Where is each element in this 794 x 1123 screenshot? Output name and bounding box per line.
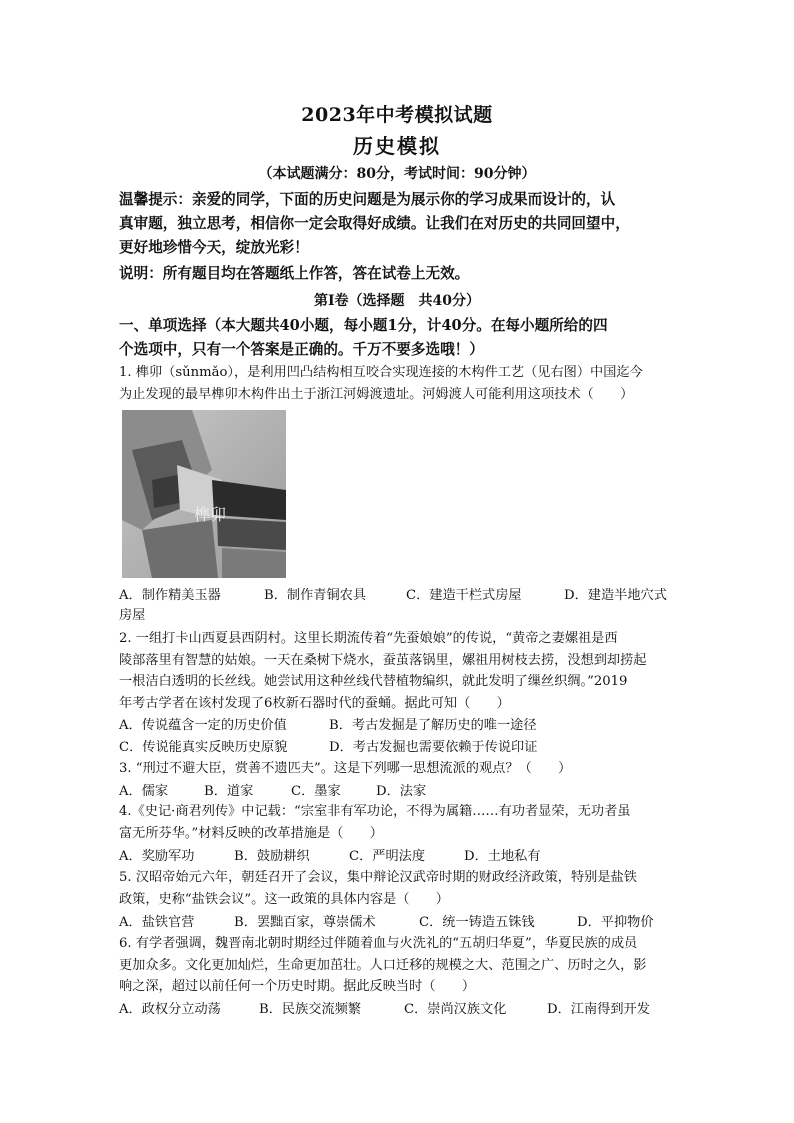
option-c[interactable]: C．传说能真实反映历史原貌	[119, 740, 288, 755]
option-c[interactable]: C．严明法度	[349, 849, 426, 864]
tip-line-1: 温馨提示：亲爱的同学，下面的历史问题是为展示你的学习成果而设计的，认	[119, 191, 616, 208]
question-3	[119, 758, 679, 780]
question-1-options	[119, 584, 719, 606]
option-d[interactable]: D．建造半地穴式	[564, 588, 667, 603]
question-line: 一根洁白透明的长丝线。她尝试用这种丝线代替植物编织，就此发明了缫丝织绸。”2019	[119, 674, 628, 689]
section-instruction-2: 个选项中，只有一个答案是正确的。千万不要多选哦！）	[119, 341, 484, 358]
tip-line-3: 更好地珍惜今天，绽放光彩！	[119, 239, 309, 256]
tip-line-2: 真审题，独立思考，相信你一定会取得好成绩。让我们在对历史的共同回望中，	[119, 215, 630, 232]
question-6-options	[119, 998, 719, 1020]
question-2	[119, 628, 679, 714]
question-5	[119, 867, 679, 910]
option-d[interactable]: D．考古发掘也需要依赖于传说印证	[329, 740, 538, 755]
question-line: 为止发现的最早榫卯木构件出土于浙江河姆渡遗址。河姆渡人可能利用这项技术（ ）	[119, 386, 634, 402]
question-line: 1. 榫卯（sǔnmǎo），是利用凹凸结构相互咬合实现连接的木构件工艺（见右图）中国迄今	[119, 365, 643, 380]
option-a[interactable]: A．传说蕴含一定的历史价值	[119, 718, 287, 733]
question-line: 政策，史称“盐铁会议”。这一政策的具体内容是（ ）	[119, 891, 449, 907]
option-d[interactable]: D．平抑物价	[577, 915, 654, 930]
option-d[interactable]: D．法家	[376, 784, 427, 799]
option-d[interactable]: D．土地私有	[464, 849, 541, 864]
option-b[interactable]: B．道家	[204, 784, 254, 799]
exam-title: 2023年中考模拟试题	[301, 104, 493, 126]
question-line: 响之深，超过以前任何一个历史时期。据此反映当时（ ）	[119, 979, 476, 994]
figure-label: 榫卯	[194, 505, 227, 524]
option-b[interactable]: B．鼓励耕织	[234, 849, 310, 864]
question-1	[119, 362, 679, 405]
question-4	[119, 801, 679, 844]
question-line: 6. 有学者强调，魏晋南北朝时期经过伴随着血与火洗礼的“五胡归华夏”，华夏民族的成员	[119, 936, 638, 951]
option-a[interactable]: A．奖励军功	[119, 849, 195, 864]
option-a[interactable]: A．制作精美玉器	[119, 588, 221, 603]
option-d[interactable]: D．江南得到开发	[547, 1002, 650, 1017]
question-line: 2. 一组打卡山西夏县西阴村。这里长期流传着“先蚕娘娘”的传说，“黄帝之妻嫘祖是西	[119, 631, 618, 646]
option-d-continued: 房屋	[119, 608, 146, 623]
exam-note: 说明：所有题目均在答题纸上作答，答在试卷上无效。	[119, 265, 470, 282]
option-c[interactable]: C．崇尚汉族文化	[404, 1002, 507, 1017]
question-line: 陵部落里有智慧的姑娘。一天在桑树下烧水，蚕茧落锅里，嫘祖用树枝去捞，没想到却捞起	[119, 652, 647, 668]
option-b[interactable]: B．制作青铜农具	[264, 588, 367, 603]
question-line: 5. 汉昭帝始元六年，朝廷召开了会议，集中辩论汉武帝时期的财政经济政策，特别是盐铁	[119, 870, 637, 885]
question-line: 4.《史记·商君列传》中记载：“宗室非有军功论，不得为属籍……有功者显荣，无功者虽	[119, 804, 631, 819]
question-line: 年考古学者在该村发现了6枚新石器时代的蚕蛹。据此可知（ ）	[119, 695, 510, 711]
exam-meta: （本试题满分：80分，考试时间：90分钟）	[258, 166, 536, 182]
option-a[interactable]: A．政权分立动荡	[119, 1002, 221, 1017]
option-a[interactable]: A．盐铁官营	[119, 915, 195, 930]
question-4-options	[119, 845, 719, 867]
question-line: 3. “刑过不避大臣，赏善不遗匹夫”。这是下列哪一思想流派的观点？（ ）	[119, 761, 572, 776]
option-c[interactable]: C．统一铸造五铢钱	[419, 915, 535, 930]
section-instruction-1: 一、单项选择（本大题共40小题，每小题1分，计40分。在每小题所给的四	[119, 317, 608, 334]
exam-subject: 历史模拟	[353, 134, 441, 158]
question-line: 更加众多。文化更加灿烂，生命更加茁壮。人口迁移的规模之大、范围之广、历时之久，影	[119, 957, 647, 973]
option-a[interactable]: A．儒家	[119, 784, 169, 799]
mortise-tenon-photo	[122, 410, 286, 578]
option-b[interactable]: B．考古发掘是了解历史的唯一途径	[329, 718, 537, 733]
question-6	[119, 933, 679, 998]
option-b[interactable]: B．民族交流频繁	[259, 1002, 362, 1017]
question-line: 富无所芬华。”材料反映的改革措施是（ ）	[119, 825, 383, 841]
option-c[interactable]: C．墨家	[291, 784, 341, 799]
question-5-options	[119, 911, 719, 933]
option-b[interactable]: B．罢黜百家，尊崇儒术	[234, 915, 376, 930]
option-c[interactable]: C．建造干栏式房屋	[406, 588, 522, 603]
question-2-options	[119, 714, 719, 736]
question-3-options	[119, 780, 719, 802]
section-title: 第Ⅰ卷（选择题 共40分）	[313, 293, 481, 309]
